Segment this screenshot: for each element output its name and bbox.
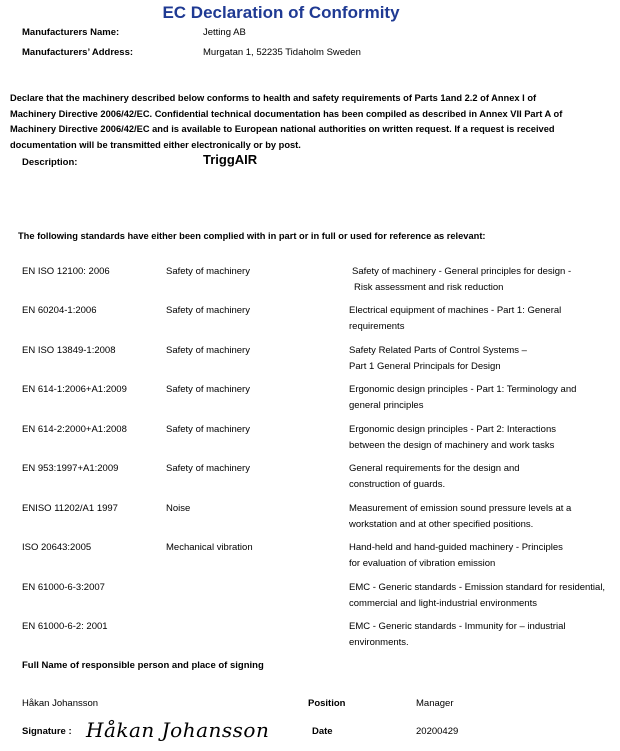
standard-description (349, 501, 611, 532)
standard-description (349, 461, 611, 492)
standard-code: EN ISO 13849-1:2008 (22, 345, 116, 356)
standard-description (349, 382, 611, 413)
standard-code: EN 614-1:2006+A1:2009 (22, 384, 127, 395)
standard-description (349, 580, 617, 611)
standard-description-line: EMC - Generic standards - Immunity for – industrial (349, 621, 566, 632)
standard-description-line: Hand-held and hand-guided machinery - Principles (349, 542, 563, 553)
signer-name: Håkan Johansson (22, 698, 99, 709)
standard-code: EN 614-2:2000+A1:2008 (22, 424, 127, 435)
standard-description-line: general principles (349, 399, 424, 411)
standard-category: Safety of machinery (166, 384, 250, 395)
standard-category: Mechanical vibration (166, 542, 253, 553)
standard-description (349, 303, 611, 334)
standard-description-line: General requirements for the design and (349, 463, 520, 474)
declaration-text (10, 91, 590, 154)
standard-description (349, 343, 611, 374)
standard-category: Noise (166, 503, 191, 514)
standard-code: EN 60204-1:2006 (22, 305, 97, 316)
position-value: Manager (416, 698, 454, 709)
standard-description-line: workstation and at other specified positions. (349, 518, 534, 530)
date-label: Date (312, 726, 333, 737)
standard-description (349, 422, 611, 453)
document-title: EC Declaration of Conformity (162, 3, 400, 22)
standard-description-line: for evaluation of vibration emission (349, 557, 496, 569)
standard-code: EN ISO 12100: 2006 (22, 266, 110, 277)
standard-description-line: Measurement of emission sound pressure levels at a (349, 503, 572, 514)
declaration-line: documentation will be transmitted either electronically or by post. (10, 140, 301, 151)
declaration-line: Declare that the machinery described below conforms to health and safety requirements of Parts 1and 2.2 of Annex I of (10, 93, 537, 103)
description-label: Description: (22, 157, 78, 168)
standard-description-line: between the design of machinery and work tasks (349, 439, 555, 451)
standard-description-line: Electrical equipment of machines - Part 1: General (349, 305, 562, 316)
standard-description-line: Safety of machinery - General principles for design - (352, 266, 572, 277)
standard-code: EN 61000-6-3:2007 (22, 582, 105, 593)
manufacturer-address: Murgatan 1, 52235 Tidaholm Sweden (203, 47, 361, 58)
standard-category: Safety of machinery (166, 424, 250, 435)
standard-description-line: environments. (349, 636, 409, 648)
standard-code: EN 953:1997+A1:2009 (22, 463, 119, 474)
manufacturer-address-label: Manufacturers’ Address: (22, 47, 134, 58)
standards-heading: The following standards have either been complied with in part or in full or used for reference as relevant: (18, 231, 486, 241)
standard-description (349, 540, 611, 571)
date-value: 20200429 (416, 726, 459, 737)
standard-description-line: Risk assessment and risk reduction (354, 281, 504, 293)
position-label: Position (308, 698, 346, 709)
standard-code: EN 61000-6-2: 2001 (22, 621, 108, 632)
standard-description-line: EMC - Generic standards - Emission standard for residential, (349, 582, 606, 593)
signing-heading: Full Name of responsible person and place of signing (22, 660, 264, 671)
description-value: TriggAIR (203, 152, 258, 167)
standard-category: Safety of machinery (166, 305, 250, 316)
declaration-line: Machinery Directive 2006/42/EC and is available to European national authorities on written request. If a request is received (10, 124, 555, 135)
standard-description-line: construction of guards. (349, 478, 446, 490)
standard-code: ENISO 11202/A1 1997 (22, 503, 118, 514)
handwritten-signature: Håkan Johansson (86, 718, 270, 742)
standard-description-line: Safety Related Parts of Control Systems – (349, 345, 527, 356)
standard-description-line: commercial and light-industrial environments (349, 597, 537, 609)
standard-description-line: Ergonomic design principles - Part 2: Interactions (349, 424, 556, 435)
standard-category: Safety of machinery (166, 345, 250, 356)
manufacturer-name-label: Manufacturers Name: (22, 27, 120, 38)
manufacturer-name: Jetting AB (203, 27, 246, 38)
standard-description-line: Ergonomic design principles - Part 1: Terminology and (349, 384, 577, 395)
standard-description (349, 619, 611, 650)
standard-category: Safety of machinery (166, 266, 250, 277)
standard-code: ISO 20643:2005 (22, 542, 92, 553)
standard-description (352, 264, 614, 295)
standard-description-line: Part 1 General Principals for Design (349, 360, 501, 372)
standard-description-line: requirements (349, 320, 405, 332)
declaration-line: Machinery Directive 2006/42/EC. Confidential technical documentation has been compiled as described in Annex VII Part A of (10, 108, 563, 119)
standard-category: Safety of machinery (166, 463, 250, 474)
signature-label: Signature : (22, 726, 72, 737)
